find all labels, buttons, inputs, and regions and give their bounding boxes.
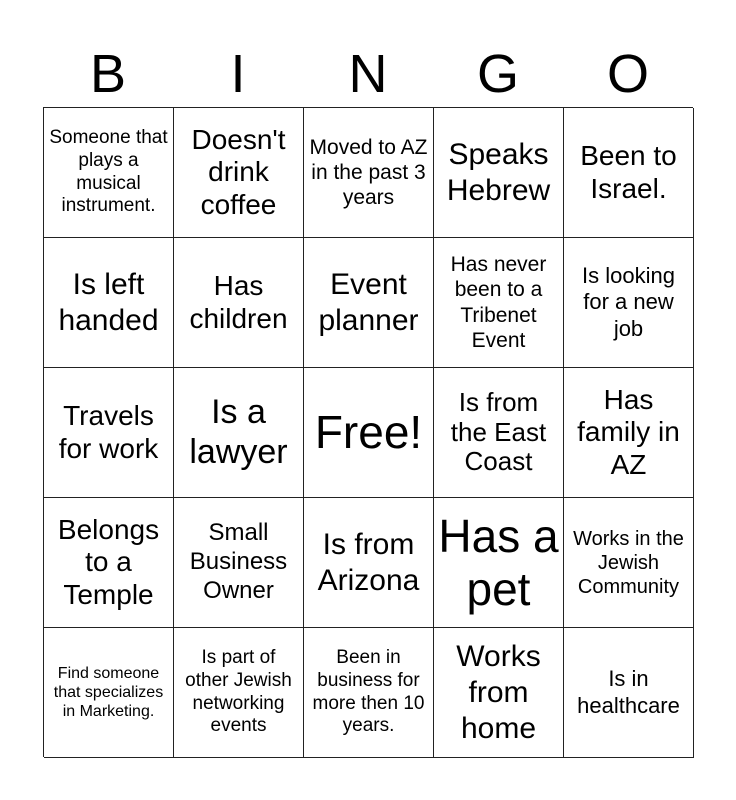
bingo-board [43,107,693,757]
bingo-cell-n4[interactable]: Is from Arizona [304,498,434,628]
header-letter-o: O [606,44,649,104]
header-letter-b: B [89,44,127,104]
bingo-cell-i2[interactable]: Has children [174,238,304,368]
bingo-cell-b2[interactable]: Is left handed [44,238,174,368]
bingo-cell-o1[interactable]: Been to Israel. [564,108,694,238]
bingo-cell-i3[interactable]: Is a lawyer [174,368,304,498]
bingo-cell-g1[interactable]: Speaks Hebrew [434,108,564,238]
bingo-header [43,40,693,108]
bingo-cell-i5[interactable]: Is part of other Jewish networking events [174,628,304,758]
bingo-cell-o2[interactable]: Is looking for a new job [564,238,694,368]
bingo-cell-b3[interactable]: Travels for work [44,368,174,498]
bingo-cell-i4[interactable]: Small Business Owner [174,498,304,628]
bingo-cell-o4[interactable]: Works in the Jewish Community [564,498,694,628]
bingo-cell-n2[interactable]: Event planner [304,238,434,368]
bingo-cell-n1[interactable]: Moved to AZ in the past 3 years [304,108,434,238]
bingo-cell-o3[interactable]: Has family in AZ [564,368,694,498]
header-letter-n: N [348,44,388,104]
bingo-cell-g4[interactable]: Has a pet [434,498,564,628]
header-letter-g: G [476,44,519,104]
bingo-cell-b5[interactable]: Find someone that specializes in Marketing. [44,628,174,758]
header-letter-i: I [230,44,246,104]
bingo-cell-i1[interactable]: Doesn't drink coffee [174,108,304,238]
bingo-cell-n5[interactable]: Been in business for more then 10 years. [304,628,434,758]
bingo-cell-o5[interactable]: Is in healthcare [564,628,694,758]
bingo-cell-b1[interactable]: Someone that plays a musical instrument. [44,108,174,238]
bingo-cell-free[interactable]: Free! [304,368,434,498]
bingo-cell-g2[interactable]: Has never been to a Tribenet Event [434,238,564,368]
bingo-cell-g3[interactable]: Is from the East Coast [434,368,564,498]
bingo-cell-g5[interactable]: Works from home [434,628,564,758]
bingo-cell-b4[interactable]: Belongs to a Temple [44,498,174,628]
